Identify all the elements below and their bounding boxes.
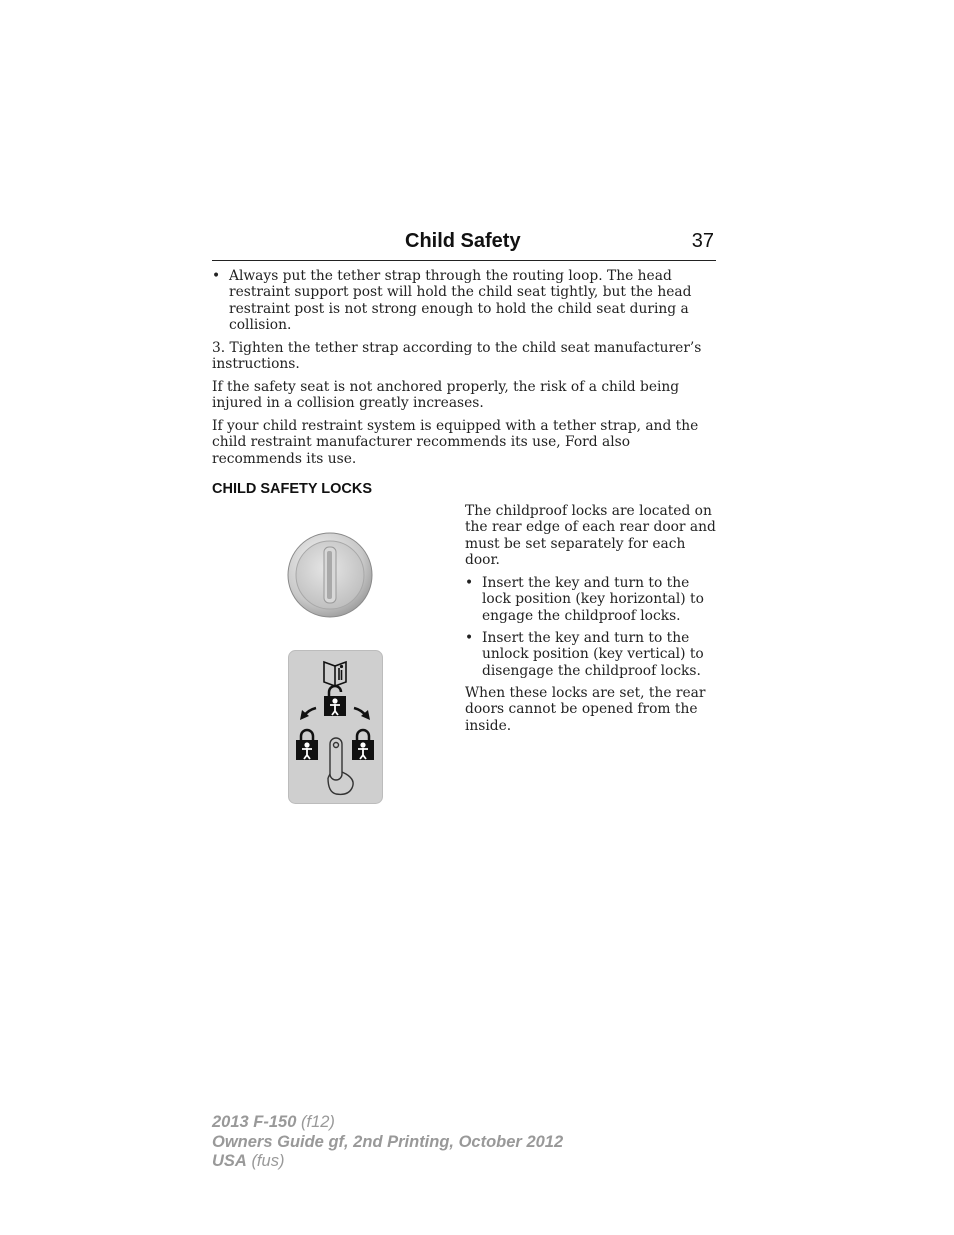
bullet-lock-text: Insert the key and turn to the lock position (key horizontal) to engage the childproof locks. — [482, 575, 704, 624]
paragraph-anchor: If the safety seat is not anchored properly, the risk of a child being injured in a collision greatly increases. — [212, 379, 680, 412]
child-safety-locks-heading: CHILD SAFETY LOCKS — [212, 481, 373, 497]
child-locks-closing: When these locks are set, the rear doors cannot be opened from the inside. — [465, 685, 706, 734]
bullet-tether-text: Always put the tether strap through the routing loop. The head restraint support post will hold the child seat tightly, but the head restraint post is not strong enough to hold the child seat during a collision. — [229, 268, 692, 334]
footer-market-line — [212, 1152, 563, 1172]
bullet-marker: • — [465, 575, 474, 591]
footer-market-code: (fus) — [251, 1152, 285, 1170]
bullet-marker: • — [212, 268, 221, 284]
page-footer — [212, 1113, 563, 1172]
footer-model-code: (f12) — [301, 1113, 335, 1131]
section-title: Child Safety — [405, 230, 521, 252]
child-locks-intro: The childproof locks are located on the rear edge of each rear door and must be set separately for each door. — [465, 503, 716, 569]
paragraph-tether: If your child restraint system is equipped with a tether strap, and the child restraint manufacturer recommends its use, Ford also recommends its use. — [212, 418, 699, 467]
child-lock-label-icon — [288, 650, 384, 810]
footer-guide-line — [212, 1133, 563, 1153]
footer-market: USA — [212, 1152, 247, 1170]
footer-guide: Owners Guide gf, 2nd Printing, October 2012 — [212, 1132, 564, 1151]
page-number: 37 — [691, 230, 714, 252]
footer-model: 2013 F-150 — [212, 1113, 297, 1131]
step-3: 3. Tighten the tether strap according to the child seat manufacturer’s instructions. — [212, 340, 702, 373]
lock-cylinder-icon — [287, 531, 375, 624]
bullet-marker: • — [465, 630, 474, 646]
bullet-unlock-text: Insert the key and turn to the unlock position (key vertical) to disengage the childproof locks. — [482, 630, 704, 679]
footer-model-line — [212, 1113, 563, 1133]
page-header — [212, 228, 716, 261]
